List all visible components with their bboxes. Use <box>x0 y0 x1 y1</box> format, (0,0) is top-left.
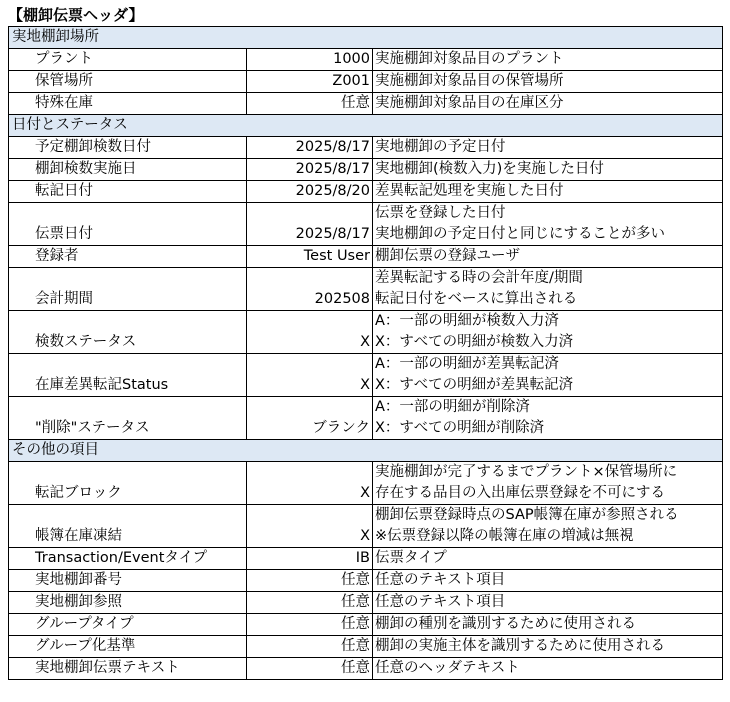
description-line: 棚卸伝票登録時点のSAP帳簿在庫が参照される <box>375 507 679 523</box>
table-row <box>9 636 723 658</box>
field-value: 2025/8/20 <box>247 181 373 203</box>
field-value: 202508 <box>247 268 373 311</box>
field-description <box>373 462 723 505</box>
field-name: 登録者 <box>9 246 247 268</box>
field-description <box>373 93 723 115</box>
field-description <box>373 505 723 548</box>
field-name: プラント <box>9 49 247 71</box>
field-name: 実地棚卸伝票テキスト <box>9 658 247 680</box>
field-name: 帳簿在庫凍結 <box>9 505 247 548</box>
table-row <box>9 592 723 614</box>
description-line: 任意のテキスト項目 <box>375 594 506 610</box>
field-description <box>373 181 723 203</box>
description-line: A：一部の明細が検数入力済 <box>375 313 559 329</box>
description-line: 差異転記処理を実施した日付 <box>375 183 564 199</box>
page-title: 【棚卸伝票ヘッダ】 <box>8 6 144 24</box>
table-row <box>9 246 723 268</box>
description-line: 棚卸の種別を識別するために使用される <box>375 616 636 632</box>
field-name: Transaction/Eventタイプ <box>9 548 247 570</box>
field-value: X <box>247 505 373 548</box>
description-line: 実地棚卸の予定日付と同じにすることが多い <box>375 226 665 242</box>
description-line: A：一部の明細が差異転記済 <box>375 356 559 372</box>
description-line: X：すべての明細が検数入力済 <box>375 334 574 350</box>
field-name: 特殊在庫 <box>9 93 247 115</box>
field-description <box>373 49 723 71</box>
field-value: 任意 <box>247 570 373 592</box>
description-line: ※伝票登録以降の帳簿在庫の増減は無視 <box>375 528 634 544</box>
table-row <box>9 354 723 397</box>
description-line: X：すべての明細が差異転記済 <box>375 377 574 393</box>
description-line: 任意のテキスト項目 <box>375 572 506 588</box>
description-line: 任意のヘッダテキスト <box>375 660 520 676</box>
field-name: 予定棚卸検数日付 <box>9 137 247 159</box>
field-value: 任意 <box>247 614 373 636</box>
table-row <box>9 137 723 159</box>
table-row <box>9 658 723 680</box>
field-description <box>373 137 723 159</box>
description-line: 実施棚卸対象品目の保管場所 <box>375 73 564 89</box>
field-value: ブランク <box>247 397 373 440</box>
table-row <box>9 548 723 570</box>
table-row <box>9 71 723 93</box>
field-name: "削除"ステータス <box>9 397 247 440</box>
field-name: 会計期間 <box>9 268 247 311</box>
field-value: Z001 <box>247 71 373 93</box>
field-description <box>373 311 723 354</box>
field-value: 任意 <box>247 592 373 614</box>
field-name: グループタイプ <box>9 614 247 636</box>
table-row <box>9 93 723 115</box>
field-value: IB <box>247 548 373 570</box>
section-label: 実地棚卸場所 <box>9 27 723 49</box>
header-spec-table <box>8 26 723 680</box>
description-line: 実施棚卸が完了するまでプラント×保管場所に <box>375 464 678 480</box>
field-description <box>373 570 723 592</box>
description-line: 差異転記する時の会計年度/期間 <box>375 270 583 286</box>
section-label: その他の項目 <box>9 440 723 462</box>
table-row <box>9 159 723 181</box>
section-header <box>9 115 723 137</box>
field-name: 実地棚卸番号 <box>9 570 247 592</box>
description-line: 伝票を登録した日付 <box>375 205 506 221</box>
table-row <box>9 505 723 548</box>
field-value: X <box>247 354 373 397</box>
field-value: 任意 <box>247 636 373 658</box>
field-name: 検数ステータス <box>9 311 247 354</box>
field-description <box>373 614 723 636</box>
description-line: 棚卸の実施主体を識別するために使用される <box>375 638 665 654</box>
field-description <box>373 268 723 311</box>
table-row <box>9 268 723 311</box>
field-description <box>373 636 723 658</box>
field-value: 2025/8/17 <box>247 203 373 246</box>
field-value: 2025/8/17 <box>247 137 373 159</box>
field-description <box>373 592 723 614</box>
table-row <box>9 49 723 71</box>
description-line: A：一部の明細が削除済 <box>375 399 530 415</box>
table-row <box>9 570 723 592</box>
field-description <box>373 397 723 440</box>
description-line: 伝票タイプ <box>375 550 447 566</box>
table-row <box>9 614 723 636</box>
field-description <box>373 658 723 680</box>
field-description <box>373 246 723 268</box>
description-line: 実施棚卸対象品目の在庫区分 <box>375 95 564 111</box>
field-value: Test User <box>247 246 373 268</box>
description-line: 実地棚卸(検数入力)を実施した日付 <box>375 161 604 177</box>
field-name: 棚卸検数実施日 <box>9 159 247 181</box>
field-description <box>373 71 723 93</box>
field-name: 実地棚卸参照 <box>9 592 247 614</box>
table-body <box>9 27 723 680</box>
field-value: 任意 <box>247 658 373 680</box>
table-row <box>9 311 723 354</box>
field-description <box>373 548 723 570</box>
field-name: 保管場所 <box>9 71 247 93</box>
field-description <box>373 203 723 246</box>
description-line: 存在する品目の入出庫伝票登録を不可にする <box>375 485 665 501</box>
field-value: 1000 <box>247 49 373 71</box>
field-name: 伝票日付 <box>9 203 247 246</box>
field-name: グループ化基準 <box>9 636 247 658</box>
field-name: 転記日付 <box>9 181 247 203</box>
description-line: 棚卸伝票の登録ユーザ <box>375 248 520 264</box>
section-header <box>9 440 723 462</box>
field-value: X <box>247 311 373 354</box>
description-line: X：すべての明細が削除済 <box>375 420 545 436</box>
field-description <box>373 354 723 397</box>
table-row <box>9 397 723 440</box>
table-row <box>9 181 723 203</box>
field-value: 任意 <box>247 93 373 115</box>
field-name: 転記ブロック <box>9 462 247 505</box>
section-header <box>9 27 723 49</box>
table-row <box>9 203 723 246</box>
description-line: 実施棚卸対象品目のプラント <box>375 51 564 67</box>
field-name: 在庫差異転記Status <box>9 354 247 397</box>
description-line: 転記日付をベースに算出される <box>375 291 578 307</box>
field-description <box>373 159 723 181</box>
section-label: 日付とステータス <box>9 115 723 137</box>
table-row <box>9 462 723 505</box>
field-value: 2025/8/17 <box>247 159 373 181</box>
field-value: X <box>247 462 373 505</box>
description-line: 実地棚卸の予定日付 <box>375 139 506 155</box>
